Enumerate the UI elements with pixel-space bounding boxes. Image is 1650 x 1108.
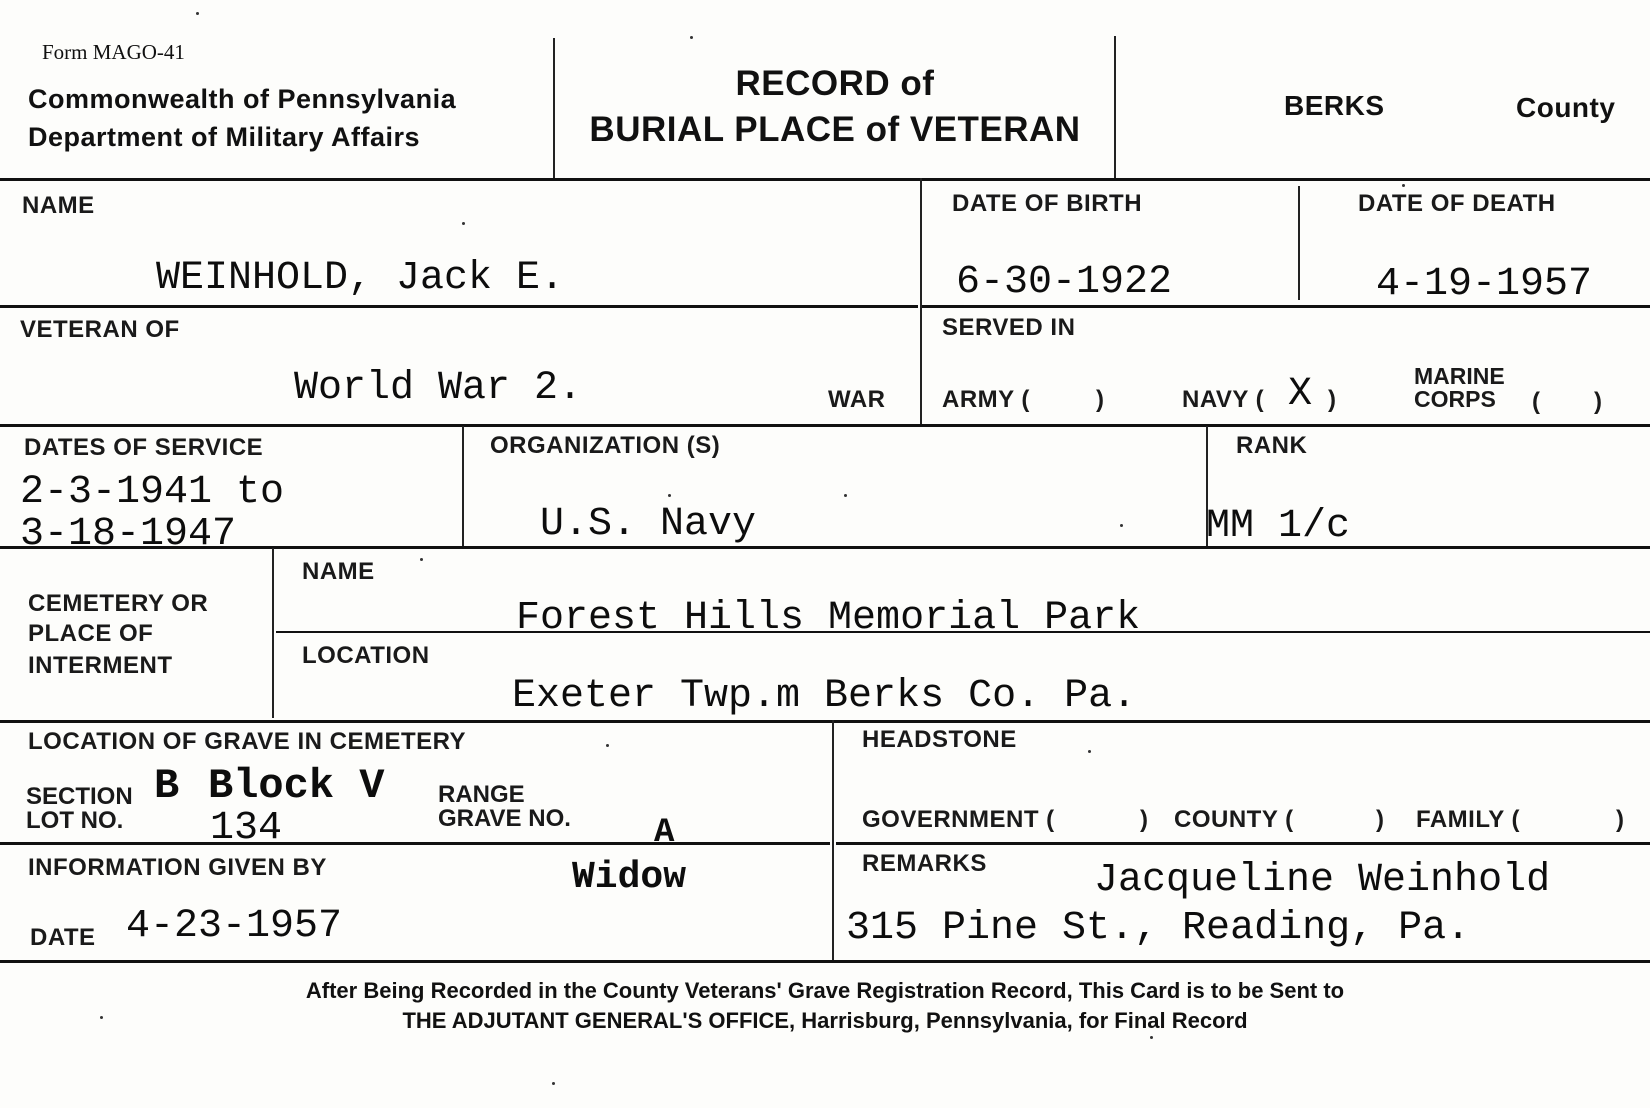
scan-speck [1402,184,1405,187]
footer-line1: After Being Recorded in the County Veterans' Grave Registration Record, This Card is to be Sent to [305,978,1345,1003]
rule-row4-bottom [0,720,1650,723]
marine-label-2: CORPS [1414,386,1496,412]
form-title-line1: RECORD of [735,64,935,103]
info-given-by-value: Widow [572,856,687,899]
dates-of-service-line2: 3-18-1947 [20,512,237,548]
dob-value: 6-30-1922 [956,260,1173,305]
scan-speck [690,36,693,39]
scan-speck [1150,1036,1153,1039]
date-value: 4-23-1957 [126,904,343,949]
agency-line2: Department of Military Affairs [28,122,421,152]
rule-v-row5-1 [832,720,834,960]
dob-label: DATE OF BIRTH [952,190,1143,217]
county-label: County [1516,92,1616,123]
marine-paren-close: ) [1594,388,1603,415]
headstone-label: HEADSTONE [862,726,1017,753]
family-close: ) [1616,806,1625,833]
scan-speck [844,494,847,497]
war-label: WAR [828,386,886,413]
marine-label-1: MARINE [1414,363,1505,389]
scan-speck [1088,750,1091,753]
form-title-line2: BURIAL PLACE of VETERAN [589,110,1081,149]
served-in-label: SERVED IN [942,314,1076,341]
location-value: Exeter Twp.m Berks Co. Pa. [512,674,1137,719]
navy-label: NAVY ( [1182,386,1265,413]
government-close: ) [1140,806,1149,833]
scan-speck [196,12,199,15]
scan-speck [420,558,423,561]
rank-label: RANK [1236,432,1308,459]
scan-speck [668,494,671,497]
rule-row5-right [836,842,1650,845]
scan-speck [606,744,609,747]
dod-label: DATE OF DEATH [1358,190,1556,217]
rule-row2-bottom [0,424,1650,427]
scan-speck [100,1016,103,1019]
dates-of-service-line1: 2-3-1941 to [20,470,285,515]
section-value: B [154,762,180,810]
cemetery-label-1: CEMETERY OR [28,590,209,617]
lot-value: 134 [210,806,283,842]
cemetery-label-2: PLACE OF [28,620,154,647]
organization-label: ORGANIZATION (S) [490,432,721,459]
rule-row3-bottom [0,546,1650,549]
grave-no-label: GRAVE NO. [438,805,571,832]
scan-speck [462,222,465,225]
location-label: LOCATION [302,642,430,669]
grave-location-label: LOCATION OF GRAVE IN CEMETERY [28,728,467,755]
footer-line2: THE ADJUTANT GENERAL'S OFFICE, Harrisburg, Pennsylvania, for Final Record [402,1008,1248,1033]
veteran-name: WEINHOLD, Jack E. [156,256,565,301]
marine-paren-open: ( [1532,388,1541,415]
scan-speck [1120,524,1123,527]
veteran-of-label: VETERAN OF [20,316,180,343]
rule-row6-bottom [0,960,1650,963]
range-label: RANGE [438,781,525,808]
grave-no-value: A [654,814,675,852]
cemetery-name-label: NAME [302,558,375,585]
family-label: FAMILY ( [1416,806,1521,833]
rule-v-header-2 [1114,36,1116,178]
dates-of-service-label: DATES OF SERVICE [24,434,264,461]
rule-row1-left [0,305,918,308]
section-label: SECTION [26,783,133,810]
info-given-by-label: INFORMATION GIVEN BY [28,854,327,881]
remarks-line1: Jacqueline Weinhold [1094,858,1551,903]
rule-header-bottom [0,178,1650,181]
county-value: BERKS [1284,90,1385,121]
rule-v-row4-1 [272,548,274,718]
county-headstone-label: COUNTY ( [1174,806,1294,833]
dod-value: 4-19-1957 [1376,262,1593,307]
form-number: Form MAGO-41 [42,40,185,64]
name-label: NAME [22,192,95,219]
government-label: GOVERNMENT ( [862,806,1055,833]
remarks-label: REMARKS [862,850,987,877]
navy-close: ) [1328,386,1337,413]
navy-mark: X [1288,372,1313,417]
rule-v-row1-2 [1298,186,1300,300]
date-label: DATE [30,924,96,951]
remarks-line2: 315 Pine St., Reading, Pa. [846,906,1471,951]
agency-line1: Commonwealth of Pennsylvania [28,84,457,114]
lot-label: LOT NO. [26,807,124,834]
rule-v-row3-1 [462,426,464,546]
rule-v-header-1 [553,38,555,178]
cemetery-name-value: Forest Hills Memorial Park [516,596,1141,641]
veteran-of-value: World War 2. [294,366,583,411]
county-headstone-close: ) [1376,806,1385,833]
scan-speck [552,1082,555,1085]
cemetery-label-3: INTERMENT [28,652,173,679]
army-label: ARMY ( [942,386,1030,413]
organization-value: U.S. Navy [540,502,757,547]
rule-row5-left [0,842,830,845]
army-close: ) [1096,386,1105,413]
block-value: Block V [208,762,385,810]
rank-value: MM 1/c [1206,504,1351,549]
rule-v-row1-1 [920,178,922,424]
